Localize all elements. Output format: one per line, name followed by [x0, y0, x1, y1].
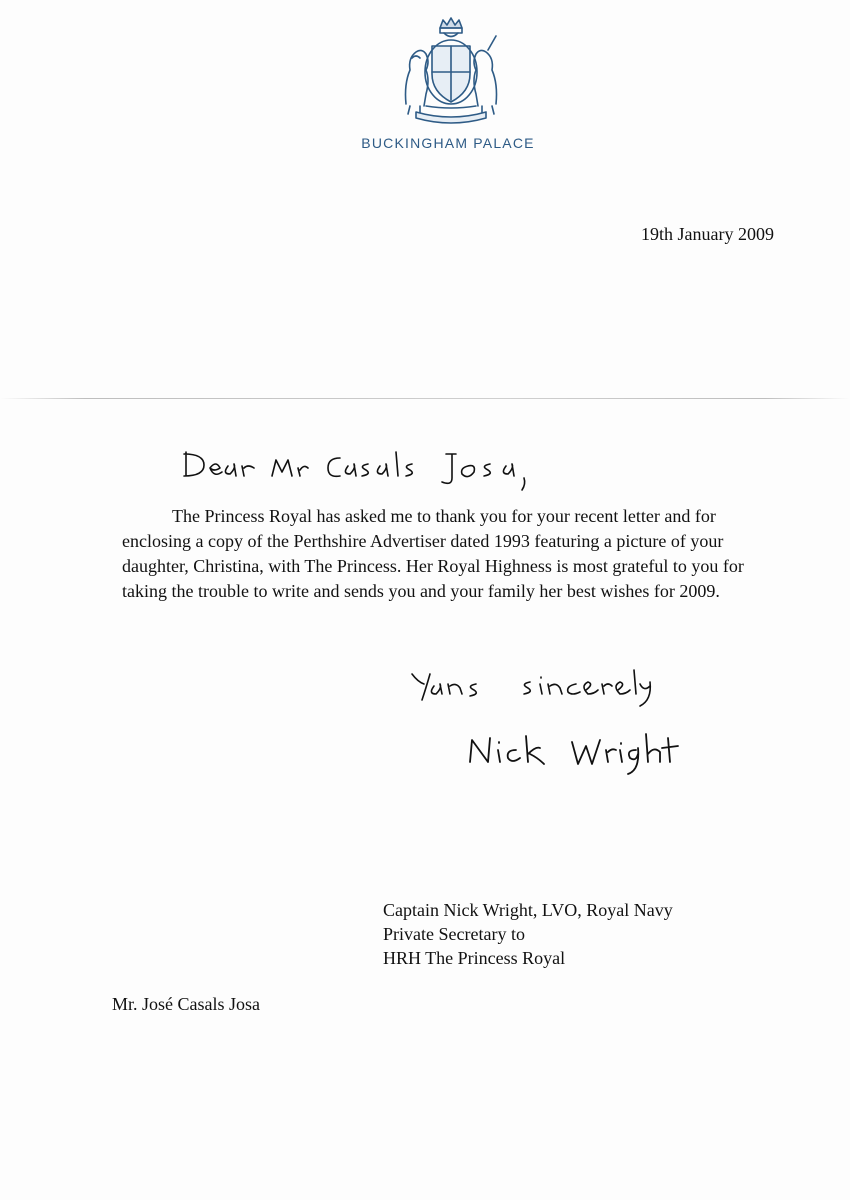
signatory-title: Private Secretary to	[383, 924, 525, 944]
signatory-office: HRH The Princess Royal	[383, 948, 566, 968]
letter-date: 19th January 2009	[641, 224, 774, 244]
royal-coat-of-arms-icon	[396, 14, 506, 124]
handwritten-salutation	[0, 438, 850, 498]
letterhead-title: BUCKINGHAM PALACE	[361, 135, 535, 151]
signatory-name: Captain Nick Wright, LVO, Royal Navy	[383, 900, 673, 920]
handwritten-signature	[0, 720, 850, 790]
recipient-name: Mr. José Casals Josa	[112, 994, 260, 1014]
signatory-block	[383, 898, 673, 970]
paper-fold-line	[0, 398, 850, 399]
letter-body: The Princess Royal has asked me to thank you for your recent letter and for enclosing a copy of the Perthshire Advertiser dated 1993 featuring a picture of your daughter, Christina, with The Princess. Her Royal Highness is most grateful to you for taking the trouble to write and sends you and your family her best wishes for 2009.	[122, 506, 744, 601]
handwritten-closing	[0, 660, 850, 720]
